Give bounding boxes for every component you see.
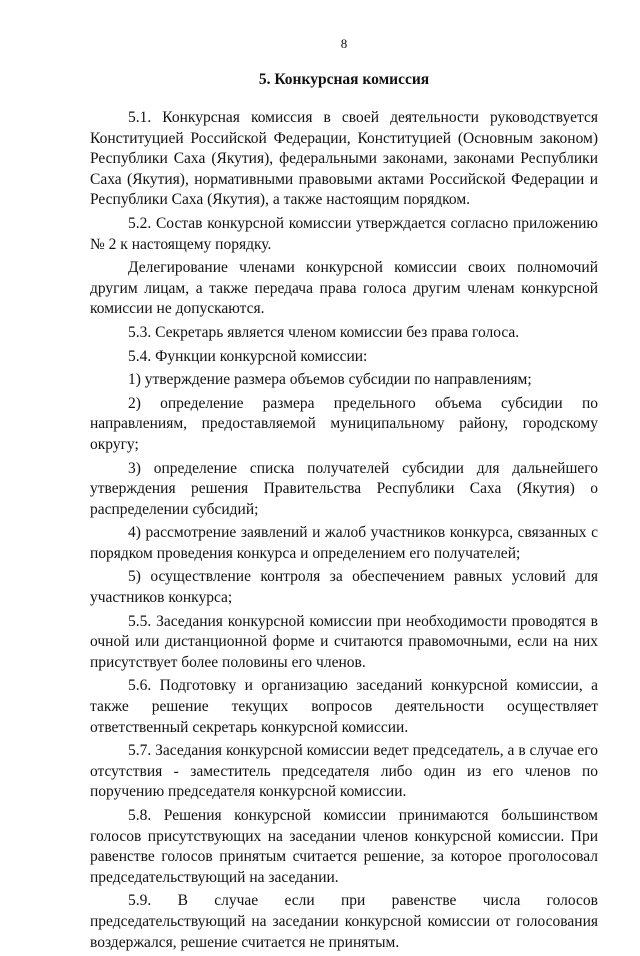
- paragraph-5-5: 5.5. Заседания конкурсной комиссии при необходимости проводятся в очной или дистанционной форме и считаются правомочными, если на них присутствует более половины его членов.: [90, 612, 598, 671]
- paragraph-5-4: 5.4. Функции конкурсной комиссии:: [128, 347, 368, 365]
- list-item-2: 2) определение размера предельного объема субсидии по направлениям, предоставляемой муниципальному району, городскому округу;: [90, 394, 598, 453]
- paragraph-5-2: 5.2. Состав конкурсной комиссии утверждается согласно приложению № 2 к настоящему порядку.: [90, 214, 598, 253]
- paragraph-5-9: 5.9. В случае если при равенстве числа голосов председательствующий на заседании конкурсной комиссии от голосования воздержался, решение считается не принятым.: [90, 892, 598, 951]
- list-item-3: 3) определение списка получателей субсидии для дальнейшего утверждения решения Правительства Республики Саха (Якутия) о распределении субсидий;: [90, 459, 598, 518]
- list-item-5: 5) осуществление контроля за обеспечением равных условий для участников конкурса;: [90, 568, 598, 607]
- list-item-1: 1) утверждение размера объемов субсидии по направлениям;: [128, 371, 532, 389]
- paragraph-5-3: 5.3. Секретарь является членом комиссии без права голоса.: [128, 323, 520, 341]
- paragraph-5-8: 5.8. Решения конкурсной комиссии принимаются большинством голосов присутствующих на заседании членов конкурсной комиссии. При равенстве голосов принятым считается решение, за которое проголосовал председательствующий на заседании.: [90, 807, 598, 886]
- paragraph-5-7: 5.7. Заседания конкурсной комиссии ведет председатель, а в случае его отсутствия - заместитель председателя либо один из его членов по поручению председателя конкурсной комиссии.: [90, 742, 598, 801]
- paragraph-5-1: 5.1. Конкурсная комиссия в своей деятельности руководствуется Конституцией Российской Федерации, Конституцией (Основным законом) Республики Саха (Якутия), федеральными законами, законами Республики Саха (Якутия), нормативными правовыми актами Российской Федерации и Республики Саха (Якутия), а также настоящим порядком.: [90, 109, 598, 209]
- page-number: 8: [340, 36, 348, 51]
- section-title: 5. Конкурсная комиссия: [258, 71, 430, 88]
- document-page: [90, 36, 598, 956]
- list-item-4: 4) рассмотрение заявлений и жалоб участников конкурса, связанных с порядком проведения конкурса и определением его получателей;: [90, 524, 598, 562]
- paragraph-delegation: Делегирование членами конкурсной комиссии своих полномочий другим лицам, а также передача права голоса другим членам конкурсной комиссии не допускаются.: [90, 259, 598, 318]
- paragraph-5-6: 5.6. Подготовку и организацию заседаний конкурсной комиссии, а также решение текущих вопросов деятельности осуществляет ответственный секретарь конкурсной комиссии.: [90, 677, 598, 736]
